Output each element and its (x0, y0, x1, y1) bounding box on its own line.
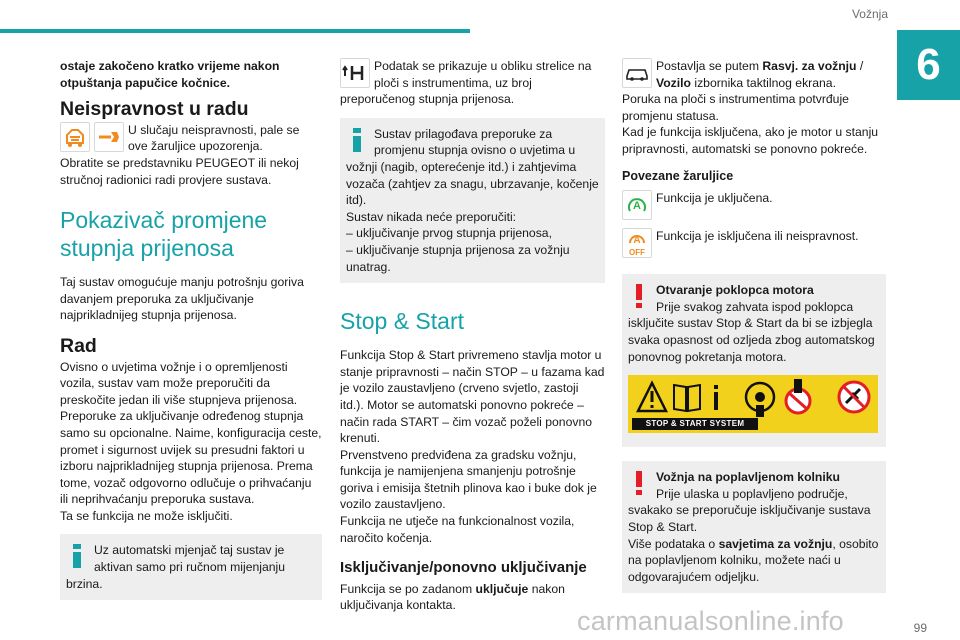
stop-start-on-icon (622, 190, 652, 220)
page-number: 99 (913, 621, 927, 635)
rad-heading: Rad (60, 334, 97, 357)
banner-label: STOP & START SYSTEM (632, 418, 758, 430)
gear-display-row (340, 58, 605, 108)
warn-flood-text-2: Više podataka o savjetima za vožnju, osobito na poplavljenom kolniku, možete naći u odgovarajućem odjeljku. (628, 536, 879, 584)
no-hand-icon (786, 379, 810, 413)
chapter-number-tab[interactable]: 6 (897, 30, 960, 100)
warn-flood-text-1: Prije ulaska u poplavljeno područje, svakako se preporučuje isključivanje sustava Stop & Start. (628, 486, 871, 534)
warn-flood-title: Vožnja na poplavljenom kolniku (656, 470, 840, 485)
info-box-recommendations (340, 118, 605, 283)
svg-text:OFF: OFF (629, 248, 645, 258)
warning-exclamation-icon (628, 469, 650, 497)
stop-start-text-1: Funkcija Stop & Start privremeno stavlja motor u stanje pripravnosti – način STOP – u fazama kad je vozilo zaustavljeno (crveno svjetlo, zastoji itd.). Motor se automatski ponovno pokreće – način rada START – čim vozač poželi ponovno krenuti. (340, 348, 605, 446)
rad-text-2: Preporuke za uključivanje određenog stupnja samo su opcionalne. Naime, konfiguracija ceste, promet i sigurnost uvijek su presudni faktori u izboru najprikladnijeg stupnja prijenosa. Prema tome, vozač odgovorno odlučuje o prihvaćanju ili neprihvaćanju preporuka sustava. (60, 409, 322, 507)
lamp-off-row (622, 228, 886, 258)
stop-start-heading: Stop & Start (340, 308, 465, 335)
hazard-triangle-icon (638, 383, 666, 411)
stop-start-text-2: Prvenstveno predviđena za gradsku vožnju, funkcija je namijenjena smanjenju potrošnje goriva i emisija štetnih plinova kao i buke dok je vozilo zaustavljeno. (340, 447, 597, 512)
warn-bonnet-title: Otvaranje poklopca motora (656, 283, 814, 298)
setup-text-3: Kad je funkcija isključena, ako je motor u stanju pripravnosti, automatski se ponovno pokreće. (622, 125, 879, 156)
watermark: carmanualsonline.info (577, 606, 844, 636)
stop-start-text-3: Funkcija ne utječe na funkcionalnost vozila, naročito kočenja. (340, 514, 575, 545)
belt-icon (746, 383, 774, 417)
column-middle (340, 58, 605, 624)
intro-text: ostaje zakočeno kratko vrijeme nakon otpuštanja papučice kočnice. (60, 59, 280, 90)
no-fan-icon (839, 382, 869, 412)
info-rec-line-4: – uključivanje stupnja prijenosa za vožnju unatrag. (346, 242, 570, 274)
warn-bonnet-text: Prije svakog zahvata ispod poklopca isključite sustav Stop & Start da bi se izbjegla svaka opasnost od ozljeda zbog automatskog ponovnog pokretanja motora. (628, 299, 875, 364)
stop-start-off-icon (622, 228, 652, 258)
rad-text-1: Ovisno o uvjetima vožnje i o opremljenosti vozila, sustav vam može preporučiti da preskočite jedan ili više stupnjeva prijenosa. (60, 359, 298, 407)
lamp-on-text: Funkcija je uključena. (656, 191, 773, 206)
warning-exclamation-icon (628, 282, 650, 310)
header-accent-bar (0, 29, 470, 33)
lamp-on-row (622, 190, 886, 220)
engine-warning-icon (60, 122, 90, 152)
column-left (60, 58, 322, 610)
setup-text: Postavlja se putem Rasvj. za vožnju / Vozilo izbornika taktilnog ekrana. (656, 59, 864, 90)
manual-book-icon (674, 385, 700, 411)
malfunction-row (60, 122, 322, 155)
warning-box-flood (622, 461, 886, 593)
warning-box-bonnet (622, 274, 886, 447)
malfunction-text-2: Obratite se predstavniku PEUGEOT ili nekoj stručnoj radionici radi provjere sustava. (60, 155, 299, 187)
info-box-automatic (60, 534, 322, 600)
setup-text-2: Poruka na ploči s instrumentima potvrđuje promjenu statusa. (622, 92, 849, 123)
info-icon (66, 542, 88, 570)
wrench-icon (94, 122, 124, 152)
gear-shift-icon (340, 58, 370, 88)
info-rec-line-2: Sustav nikada neće preporučiti: (346, 209, 517, 224)
gear-indicator-heading: Pokazivač promjene stupnja prijenosa (60, 207, 268, 262)
lamp-off-text: Funkcija je isključena ili neispravnost. (656, 229, 859, 244)
info-rec-line-1: Sustav prilagođava preporuke za promjenu stupnja ovisno o uvjetima u vožnji (nagib, opterećenje itd.) i zahtjevima vozača (zahtjev za snagu, ubrzavanje, kočenje itd). (346, 126, 599, 208)
lamps-heading: Povezane žaruljice (622, 168, 734, 183)
disable-text: Funkcija se po zadanom uključuje nakon uključivanja kontakta. (340, 581, 565, 613)
section-title: Vožnja (851, 7, 888, 21)
rad-text-3: Ta se funkcija ne može isključiti. (60, 508, 233, 523)
stop-start-banner (628, 375, 878, 433)
svg-text:A: A (633, 235, 641, 247)
info-icon (346, 126, 368, 154)
malfunction-heading: Neispravnost u radu (60, 98, 249, 121)
car-icon (622, 58, 652, 88)
gear-display-text: Podatak se prikazuje u obliku strelice na ploči s instrumentima, uz broj preporučenog stupnja prijenosa. (340, 59, 592, 107)
info-rec-line-3: – uključivanje prvog stupnja prijenosa, (346, 226, 552, 241)
info-symbol-icon (714, 385, 718, 410)
column-right (622, 58, 886, 603)
gear-indicator-text: Taj sustav omogućuje manju potrošnju goriva davanjem preporuka za uključivanje najprikladnijeg stupnja prijenosa. (60, 275, 304, 323)
info-text-automatic: Uz automatski mjenjač taj sustav je aktivan samo pri ručnom mijenjanju brzina. (66, 543, 286, 591)
svg-text:A: A (633, 200, 641, 213)
setup-row (622, 58, 886, 91)
malfunction-text: U slučaju neispravnosti, pale se ove žaruljice upozorenja. (128, 122, 300, 154)
disable-heading: Isključivanje/ponovno uključivanje (340, 559, 587, 577)
